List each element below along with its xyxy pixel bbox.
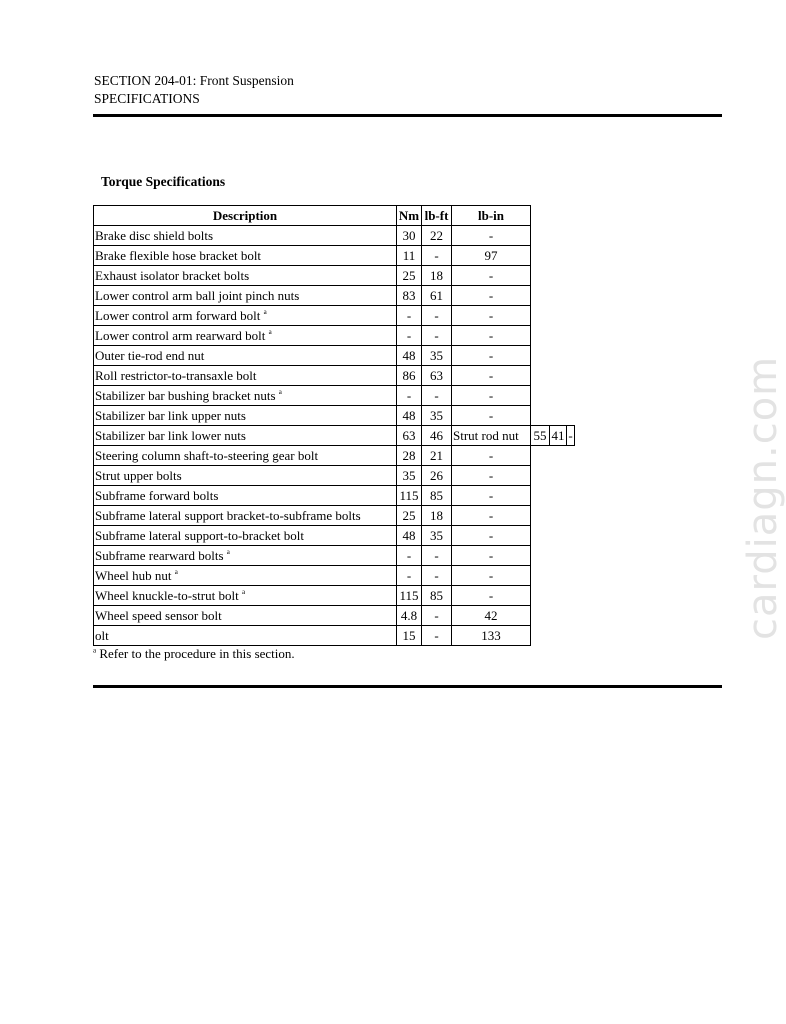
cell-nm: - [397, 306, 422, 326]
cell-lbft: - [422, 606, 452, 626]
cell-nm: 11 [397, 246, 422, 266]
cell-description [94, 306, 397, 326]
cell-lbft: 21 [422, 446, 452, 466]
cell-nm: 25 [397, 506, 422, 526]
table-row [94, 326, 575, 346]
cell-nm: 28 [397, 446, 422, 466]
description-text: Roll restrictor-to-transaxle bolt [95, 367, 257, 383]
table-row [94, 506, 575, 526]
footnote-ref: a [226, 547, 230, 556]
table-row [94, 566, 575, 586]
torque-spec-table [93, 205, 575, 646]
cell-extra: 41 [550, 426, 567, 446]
cell-description [94, 626, 397, 646]
cell-lbft: - [422, 246, 452, 266]
cell-lbin: - [452, 506, 531, 526]
cell-lbin: - [452, 526, 531, 546]
cell-lbin: - [452, 366, 531, 386]
description-text: Stabilizer bar link lower nuts [95, 427, 246, 443]
cell-description [94, 566, 397, 586]
cell-description [94, 226, 397, 246]
table-row [94, 626, 575, 646]
cell-lbin: - [452, 346, 531, 366]
footnote-ref: a [268, 327, 272, 336]
cell-description [94, 366, 397, 386]
cell-description [94, 486, 397, 506]
cell-nm: 48 [397, 346, 422, 366]
cell-lbft: 61 [422, 286, 452, 306]
cell-lbft: 35 [422, 526, 452, 546]
header-lbft: lb-ft [422, 206, 452, 226]
cell-lbin: - [452, 486, 531, 506]
footnote-mark: a [93, 646, 97, 655]
cell-lbft: - [422, 626, 452, 646]
description-text: Wheel speed sensor bolt [95, 607, 222, 623]
cell-nm: 4.8 [397, 606, 422, 626]
table-row [94, 466, 575, 486]
header-description: Description [94, 206, 397, 226]
footnote-ref: a [278, 387, 282, 396]
table-row [94, 386, 575, 406]
table-row [94, 426, 575, 446]
description-text: Outer tie-rod end nut [95, 347, 205, 363]
description-text: Lower control arm rearward bolt [95, 327, 266, 343]
cell-nm: 25 [397, 266, 422, 286]
cell-lbft: 85 [422, 586, 452, 606]
description-text: olt [95, 627, 109, 643]
cell-description [94, 246, 397, 266]
cell-lbft: - [422, 546, 452, 566]
cell-description [94, 546, 397, 566]
cell-lbin: - [452, 406, 531, 426]
cell-nm: 86 [397, 366, 422, 386]
cell-lbin: - [452, 566, 531, 586]
cell-lbft: - [422, 386, 452, 406]
cell-lbft: 63 [422, 366, 452, 386]
cell-lbin: - [452, 266, 531, 286]
cell-description [94, 346, 397, 366]
cell-lbft: 22 [422, 226, 452, 246]
cell-nm: - [397, 546, 422, 566]
cell-lbin: - [452, 546, 531, 566]
cell-description [94, 286, 397, 306]
cell-nm: 48 [397, 526, 422, 546]
description-text: Steering column shaft-to-steering gear bolt [95, 447, 319, 463]
cell-description [94, 586, 397, 606]
cell-nm: 30 [397, 226, 422, 246]
cell-lbin: 42 [452, 606, 531, 626]
cell-lbin: Strut rod nut [452, 426, 531, 446]
cell-lbin: - [452, 586, 531, 606]
description-text: Brake disc shield bolts [95, 227, 214, 243]
description-text: Exhaust isolator bracket bolts [95, 267, 250, 283]
table-row [94, 246, 575, 266]
cell-lbin: 97 [452, 246, 531, 266]
footnote-text: Refer to the procedure in this section. [96, 646, 295, 661]
description-text: Subframe lateral support bracket-to-subframe bolts [95, 507, 361, 523]
description-text: Subframe lateral support-to-bracket bolt [95, 527, 305, 543]
footnote-ref: a [241, 587, 246, 596]
table-row [94, 266, 575, 286]
subsection-heading: SPECIFICATIONS [94, 91, 200, 106]
cell-lbft: - [422, 326, 452, 346]
cell-lbin: - [452, 326, 531, 346]
page-header [94, 72, 294, 108]
table-row [94, 586, 575, 606]
table-row [94, 286, 575, 306]
cell-lbft: 18 [422, 266, 452, 286]
footer-rule [93, 685, 722, 688]
cell-lbin: - [452, 226, 531, 246]
header-lbin: lb-in [452, 206, 531, 226]
cell-lbin: 133 [452, 626, 531, 646]
header-rule [93, 114, 722, 117]
cell-nm: 35 [397, 466, 422, 486]
cell-lbft: 35 [422, 346, 452, 366]
description-text: Wheel knuckle-to-strut bolt [95, 587, 239, 603]
cell-nm: 63 [397, 426, 422, 446]
cell-lbft: 35 [422, 406, 452, 426]
description-text: Strut upper bolts [95, 467, 182, 483]
description-text: Subframe forward bolts [95, 487, 219, 503]
table-row [94, 546, 575, 566]
table-row [94, 346, 575, 366]
table-row [94, 306, 575, 326]
header-nm: Nm [397, 206, 422, 226]
cell-description [94, 526, 397, 546]
cell-nm: - [397, 326, 422, 346]
cell-lbft: - [422, 566, 452, 586]
cell-description [94, 506, 397, 526]
cell-description [94, 466, 397, 486]
cell-description [94, 326, 397, 346]
cell-description [94, 606, 397, 626]
cell-nm: 15 [397, 626, 422, 646]
description-text: Stabilizer bar bushing bracket nuts [95, 387, 276, 403]
description-text: Stabilizer bar link upper nuts [95, 407, 246, 423]
cell-extra: 55 [531, 426, 550, 446]
footnote-ref: a [174, 567, 178, 576]
cell-lbin: - [452, 306, 531, 326]
cell-description [94, 426, 397, 446]
table-row [94, 226, 575, 246]
table-row [94, 526, 575, 546]
footnote [93, 646, 295, 662]
cell-lbin: - [452, 386, 531, 406]
cell-extra: - [567, 426, 575, 446]
cell-lbft: 26 [422, 466, 452, 486]
cell-description [94, 446, 397, 466]
cell-lbft: 18 [422, 506, 452, 526]
cell-lbin: - [452, 466, 531, 486]
description-text: Lower control arm forward bolt [95, 307, 261, 323]
table-row [94, 446, 575, 466]
cell-nm: 83 [397, 286, 422, 306]
cell-lbft: 85 [422, 486, 452, 506]
watermark: cardiagn.com [740, 355, 786, 640]
cell-description [94, 386, 397, 406]
cell-nm: 48 [397, 406, 422, 426]
table-row [94, 486, 575, 506]
description-text: Lower control arm ball joint pinch nuts [95, 287, 300, 303]
cell-lbin: - [452, 446, 531, 466]
description-text: Brake flexible hose bracket bolt [95, 247, 262, 263]
cell-nm: 115 [397, 486, 422, 506]
table-row [94, 366, 575, 386]
section-title: Torque Specifications [101, 174, 226, 189]
cell-lbft: - [422, 306, 452, 326]
cell-description [94, 406, 397, 426]
cell-description [94, 266, 397, 286]
footnote-ref: a [263, 307, 267, 316]
section-heading: SECTION 204-01: Front Suspension [94, 73, 294, 88]
cell-lbft: 46 [422, 426, 452, 446]
cell-nm: - [397, 566, 422, 586]
table-header-row [94, 206, 575, 226]
cell-nm: - [397, 386, 422, 406]
description-text: Subframe rearward bolts [95, 547, 224, 563]
table-row [94, 606, 575, 626]
cell-lbin: - [452, 286, 531, 306]
table-row [94, 406, 575, 426]
description-text: Wheel hub nut [95, 567, 172, 583]
cell-nm: 115 [397, 586, 422, 606]
